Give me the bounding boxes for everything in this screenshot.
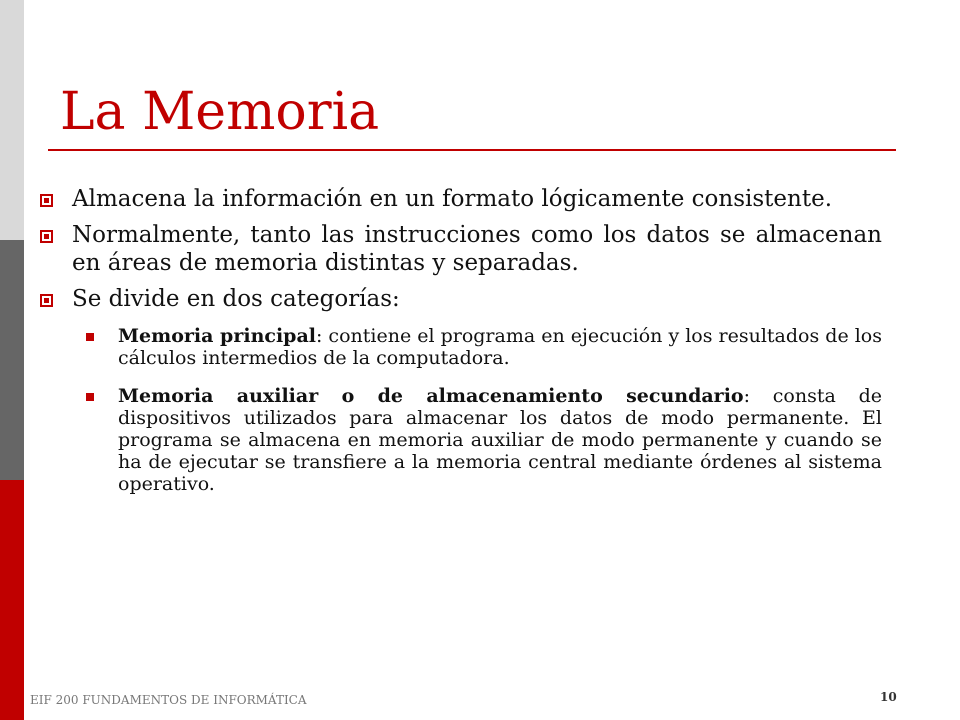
sidebar-segment-dark	[0, 240, 24, 480]
sub-bullet-text: : consta de dispositivos utilizados para almacenar los datos de modo permanente. El programa se almacena en memoria auxiliar de modo permanente y cuando se ha de ejecutar se transfiere a la memoria central mediante órdenes al sistema operativo.	[118, 385, 882, 495]
square-bullet-icon	[40, 230, 53, 243]
sub-bullet-term: Memoria auxiliar o de almacenamiento secundario	[118, 385, 744, 407]
square-bullet-icon	[40, 194, 53, 207]
slide-title: La Memoria	[60, 82, 380, 142]
bullet-item	[40, 185, 882, 213]
bullet-text: Almacena la información en un formato lógicamente consistente.	[72, 186, 833, 212]
square-bullet-icon	[40, 294, 53, 307]
filled-square-bullet-icon	[86, 333, 94, 341]
page-number: 10	[880, 690, 897, 704]
sub-bullet-text: : contiene el programa en ejecución y los resultados de los cálculos intermedios de la computadora.	[118, 325, 882, 369]
filled-square-bullet-icon	[86, 393, 94, 401]
sub-bullet-term: Memoria principal	[118, 325, 316, 347]
sidebar-decoration	[0, 0, 24, 720]
title-underline	[48, 149, 896, 151]
bullet-item	[40, 221, 882, 277]
sub-bullet-item	[118, 385, 882, 495]
bullet-item	[40, 285, 882, 313]
sidebar-segment-red	[0, 480, 24, 720]
bullet-text: Normalmente, tanto las instrucciones como los datos se almacenan en áreas de memoria distintas y separadas.	[72, 222, 882, 276]
footer-course-name: EIF 200 FUNDAMENTOS DE INFORMÁTICA	[30, 693, 307, 707]
slide-content	[40, 185, 882, 511]
sub-bullet-item	[118, 325, 882, 369]
bullet-text: Se divide en dos categorías:	[72, 286, 400, 312]
sidebar-segment-light	[0, 0, 24, 240]
